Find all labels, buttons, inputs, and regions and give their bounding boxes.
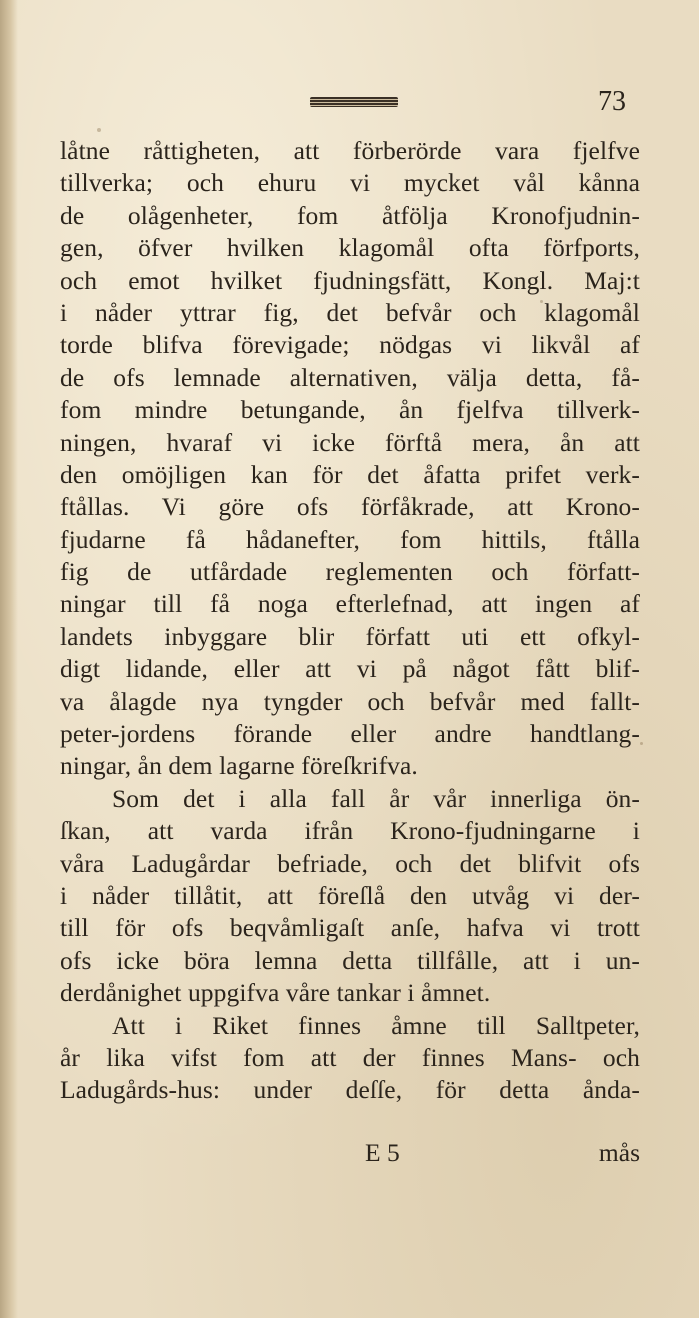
text-line-paragraph-start: Som det i alla fall år vår innerliga ön- — [112, 783, 640, 813]
text-line: ningar till få noga efterlefnad, att ingen af — [60, 589, 640, 619]
body-text — [60, 135, 640, 1107]
text-line: torde blifva förevigade; nödgas vi likvål af — [60, 330, 640, 360]
text-line-paragraph-start: Att i Riket finnes åmne till Salltpeter, — [112, 1010, 640, 1040]
text-line: låtne råttigheten, att förberörde vara fjelfve — [60, 136, 640, 165]
signature-mark: E 5 — [365, 1138, 400, 1167]
paper-speck — [540, 300, 543, 303]
text-line-paragraph-end: derdånighet uppgifva våre tankar i åmnet. — [60, 978, 491, 1008]
text-line: peter-jordens förande eller andre handtlang- — [60, 719, 640, 749]
text-line: i nåder tillåtit, att föreſlå den utvåg vi der- — [60, 880, 640, 910]
text-line: fom mindre betungande, ån fjelfva tillverk- — [60, 395, 640, 425]
page-number: 73 — [598, 86, 626, 117]
catchword: mås — [598, 1138, 640, 1167]
text-line: gen, öfver hvilken klagomål ofta förfports, — [60, 233, 640, 263]
text-line: och emot hvilket fjudningsfätt, Kongl. Maj:t — [60, 265, 640, 295]
text-line: våra Ladugårdar befriade, och det blifvit ofs — [60, 848, 640, 878]
page-edge-shadow — [0, 0, 18, 1318]
header-ornament-rule — [310, 97, 398, 107]
text-line: ofs icke böra lemna detta tillfålle, att i un- — [60, 945, 640, 975]
text-line: år lika vifst fom att der finnes Mans- och — [60, 1042, 640, 1072]
text-line: den omöjligen kan för det åfatta prifet verk- — [60, 459, 640, 489]
text-line: till för ofs beqvåmligaſt anſe, hafva vi trott — [60, 913, 640, 943]
text-line: ningen, hvaraf vi icke förftå mera, ån att — [60, 427, 640, 457]
text-line: fjudarne få hådanefter, fom hittils, ftålla — [60, 524, 640, 554]
text-line: fig de utfårdade reglementen och författ- — [60, 557, 640, 587]
text-line: de olågenheter, fom åtfölja Kronofjudnin- — [60, 200, 640, 230]
text-line: digt lidande, eller att vi på något fått blif- — [60, 654, 640, 684]
paper-speck — [640, 742, 643, 745]
text-line: ſkan, att varda ifrån Krono-fjudningarne i — [60, 816, 640, 846]
text-line: tillverka; och ehuru vi mycket vål kånna — [60, 168, 640, 198]
page-footer — [60, 1137, 640, 1169]
paper-speck — [97, 128, 101, 132]
text-line: Ladugårds-hus: under deſſe, för detta ånda- — [60, 1075, 640, 1105]
text-line: i nåder yttrar fig, det befvår och klagomål — [60, 297, 640, 327]
text-line: va ålagde nya tyngder och befvår med fallt- — [60, 686, 640, 716]
text-line: landets inbyggare blir författ uti ett ofkyl- — [60, 621, 640, 651]
text-line: ftållas. Vi göre ofs förfåkrade, att Krono- — [60, 492, 640, 522]
text-line: de ofs lemnade alternativen, välja detta, få- — [60, 362, 640, 392]
text-line-paragraph-end: ningar, ån dem lagarne föreſkrifva. — [60, 751, 418, 781]
